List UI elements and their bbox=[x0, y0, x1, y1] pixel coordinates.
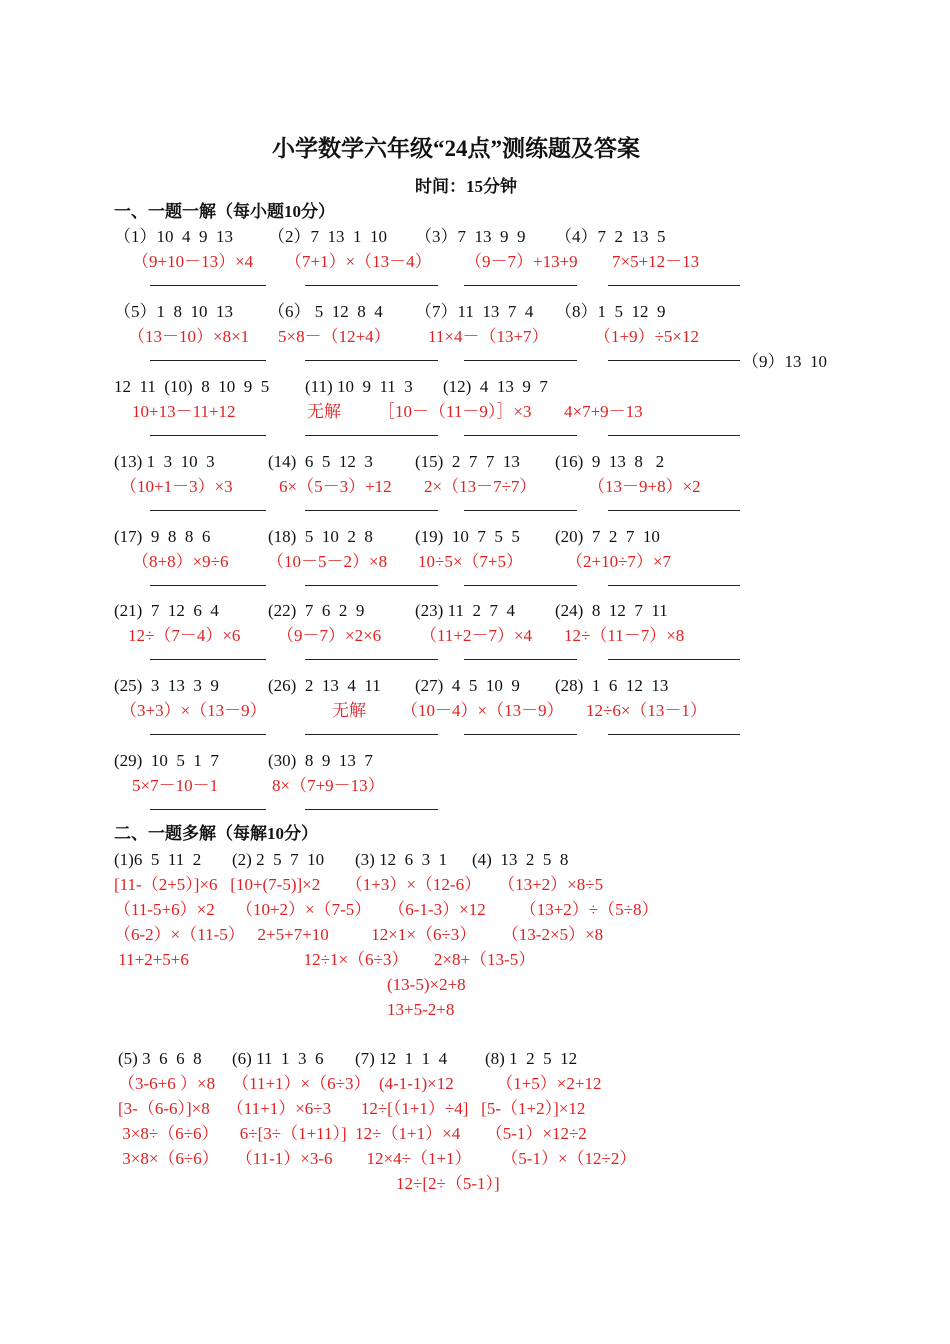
document-title: 小学数学六年级“24点”测练题及答案 bbox=[272, 136, 640, 161]
problem-label: (24) 8 12 7 11 bbox=[555, 601, 668, 620]
answer-expression: （7+1）×（13－4） bbox=[285, 252, 432, 271]
answer-expression: 4×7+9－13 bbox=[564, 402, 643, 421]
answer-underline bbox=[150, 585, 266, 586]
answer-underline bbox=[464, 360, 577, 361]
answer-underline bbox=[608, 510, 740, 511]
answer-line: 13+5-2+8 bbox=[387, 1000, 455, 1019]
problem-label: (28) 1 6 12 13 bbox=[555, 676, 669, 695]
answer-expression: （10+1－3）×3 bbox=[120, 477, 233, 496]
answer-expression: （10－4）×（13－9） bbox=[401, 701, 564, 720]
answer-underline bbox=[305, 659, 438, 660]
answer-line: （11-5+6）×2 （10+2）×（7-5） （6-1-3）×12 （13+2）÷（5÷8） bbox=[114, 900, 659, 919]
answer-underline bbox=[150, 285, 266, 286]
answer-expression: 10÷5×（7+5） bbox=[418, 552, 524, 571]
problem-label: (3) 12 6 3 1 bbox=[355, 850, 448, 869]
answer-underline bbox=[608, 585, 740, 586]
answer-expression: （9－7）+13+9 bbox=[465, 252, 578, 271]
problem-label: (26) 2 13 4 11 bbox=[268, 676, 381, 695]
answer-expression: 6×（5－3）+12 bbox=[279, 477, 392, 496]
answer-expression: 无解 bbox=[332, 701, 366, 720]
answer-underline bbox=[608, 360, 740, 361]
problem-label: 12 11 (10) 8 10 9 5 bbox=[114, 377, 270, 396]
answer-underline bbox=[464, 734, 577, 735]
answer-expression: （13－10）×8×1 bbox=[128, 327, 250, 346]
answer-underline bbox=[150, 734, 266, 735]
problem-label: (15) 2 7 7 13 bbox=[415, 452, 520, 471]
answer-line: 11+2+5+6 12÷1×（6÷3） 2×8+（13-5） bbox=[114, 950, 536, 969]
answer-underline bbox=[608, 659, 740, 660]
answer-expression: ［10－（11－9）］×3 bbox=[378, 402, 532, 421]
answer-underline bbox=[608, 435, 740, 436]
answer-line: 3×8÷（6÷6） 6÷[3÷（1+11）] 12÷（1+1）×4 （5-1）×12÷2 bbox=[118, 1124, 587, 1143]
answer-expression: 11×4－（13+7） bbox=[428, 327, 549, 346]
answer-underline bbox=[305, 734, 438, 735]
answer-expression: （9+10－13）×4 bbox=[132, 252, 254, 271]
answer-underline bbox=[305, 435, 438, 436]
answer-underline bbox=[150, 809, 266, 810]
problem-label: (27) 4 5 10 9 bbox=[415, 676, 520, 695]
answer-underline bbox=[305, 285, 438, 286]
problem-label: (11) 10 9 11 3 bbox=[305, 377, 413, 396]
problem-label: （7）11 13 7 4 bbox=[415, 302, 534, 321]
answer-expression: 12÷（11－7）×8 bbox=[564, 626, 685, 645]
answer-expression: 2×（13－7÷7） bbox=[424, 477, 537, 496]
problem-label: (14) 6 5 12 3 bbox=[268, 452, 373, 471]
problem-label: (8) 1 2 5 12 bbox=[485, 1049, 578, 1068]
problem-label: (17) 9 8 8 6 bbox=[114, 527, 211, 546]
answer-expression: （1+9）÷5×12 bbox=[594, 327, 700, 346]
problem-label: (13) 1 3 10 3 bbox=[114, 452, 215, 471]
problem-label: （4）7 2 13 5 bbox=[555, 227, 666, 246]
section2-heading: 二、一题多解（每解10分） bbox=[114, 824, 318, 843]
problem-label: (18) 5 10 2 8 bbox=[268, 527, 373, 546]
answer-line: (13-5)×2+8 bbox=[387, 975, 466, 994]
answer-underline bbox=[464, 285, 577, 286]
problem-label: (29) 10 5 1 7 bbox=[114, 751, 219, 770]
answer-expression: 10+13－11+12 bbox=[132, 402, 236, 421]
problem-label: (12) 4 13 9 7 bbox=[443, 377, 548, 396]
answer-expression: （10－5－2）×8 bbox=[267, 552, 388, 571]
problem-label: (25) 3 13 3 9 bbox=[114, 676, 219, 695]
problem-label: (30) 8 9 13 7 bbox=[268, 751, 373, 770]
answer-line: （3-6+6 ）×8 （11+1）×（6÷3） (4-1-1)×12 （1+5）×2+12 bbox=[118, 1074, 602, 1093]
problem-label: （5）1 8 10 13 bbox=[114, 302, 233, 321]
answer-underline bbox=[464, 659, 577, 660]
answer-underline bbox=[150, 435, 266, 436]
answer-underline bbox=[464, 585, 577, 586]
problem-label: （3）7 13 9 9 bbox=[415, 227, 526, 246]
answer-underline bbox=[150, 659, 266, 660]
answer-expression: （8+8）×9÷6 bbox=[132, 552, 229, 571]
answer-underline bbox=[305, 809, 438, 810]
problem-label: (16) 9 13 8 2 bbox=[555, 452, 665, 471]
problem-9-start: （9）13 10 bbox=[742, 352, 827, 371]
answer-expression: 无解 bbox=[307, 402, 341, 421]
answer-expression: 5×7－10－1 bbox=[132, 776, 219, 795]
answer-underline bbox=[150, 360, 266, 361]
answer-expression: 5×8－（12+4） bbox=[278, 327, 391, 346]
answer-expression: 12÷（7－4）×6 bbox=[128, 626, 241, 645]
answer-expression: （2+10÷7）×7 bbox=[566, 552, 672, 571]
problem-label: (4) 13 2 5 8 bbox=[472, 850, 569, 869]
answer-expression: （9－7）×2×6 bbox=[277, 626, 382, 645]
answer-line: （6-2）×（11-5） 2+5+7+10 12×1×（6÷3） （13-2×5）×8 bbox=[114, 925, 604, 944]
problem-label: (23) 11 2 7 4 bbox=[415, 601, 515, 620]
problem-label: (7) 12 1 1 4 bbox=[355, 1049, 448, 1068]
answer-underline bbox=[150, 510, 266, 511]
answer-underline bbox=[464, 435, 577, 436]
problem-label: (19) 10 7 5 5 bbox=[415, 527, 520, 546]
answer-underline bbox=[305, 510, 438, 511]
answer-expression: （3+3）×（13－9） bbox=[120, 701, 267, 720]
problem-label: （6） 5 12 8 4 bbox=[268, 302, 383, 321]
answer-line: 3×8×（6÷6） （11-1）×3-6 12×4÷（1+1） （5-1）×（12÷2） bbox=[118, 1149, 637, 1168]
answer-expression: （11+2－7）×4 bbox=[420, 626, 533, 645]
problem-label: (1)6 5 11 2 bbox=[114, 850, 202, 869]
answer-expression: 12÷6×（13－1） bbox=[586, 701, 707, 720]
answer-expression: 8×（7+9－13） bbox=[272, 776, 385, 795]
problem-label: （2）7 13 1 10 bbox=[268, 227, 387, 246]
answer-underline bbox=[608, 285, 740, 286]
answer-line: [11-（2+5）]×6 [10+(7-5)]×2 （1+3）×（12-6） （13+2）×8÷5 bbox=[114, 875, 604, 894]
problem-label: (20) 7 2 7 10 bbox=[555, 527, 660, 546]
problem-label: (2) 2 5 7 10 bbox=[232, 850, 325, 869]
answer-line: 12÷[2÷（5-1）] bbox=[396, 1174, 500, 1193]
answer-line: [3-（6-6）]×8 （11+1）×6÷3 12÷[（1+1）÷4] [5-（1+2）]×12 bbox=[118, 1099, 586, 1118]
answer-expression: 7×5+12－13 bbox=[612, 252, 700, 271]
problem-label: (22) 7 6 2 9 bbox=[268, 601, 365, 620]
answer-underline bbox=[464, 510, 577, 511]
answer-underline bbox=[305, 360, 438, 361]
problem-label: (5) 3 6 6 8 bbox=[118, 1049, 202, 1068]
problem-label: (21) 7 12 6 4 bbox=[114, 601, 219, 620]
problem-label: (6) 11 1 3 6 bbox=[232, 1049, 324, 1068]
problem-label: （8）1 5 12 9 bbox=[555, 302, 666, 321]
problem-label: （1）10 4 9 13 bbox=[114, 227, 233, 246]
section1-heading: 一、一题一解（每小题10分） bbox=[114, 202, 335, 221]
answer-underline bbox=[305, 585, 438, 586]
answer-expression: （13－9+8）×2 bbox=[588, 477, 701, 496]
answer-underline bbox=[608, 734, 740, 735]
time-limit: 时间：15分钟 bbox=[415, 177, 517, 196]
